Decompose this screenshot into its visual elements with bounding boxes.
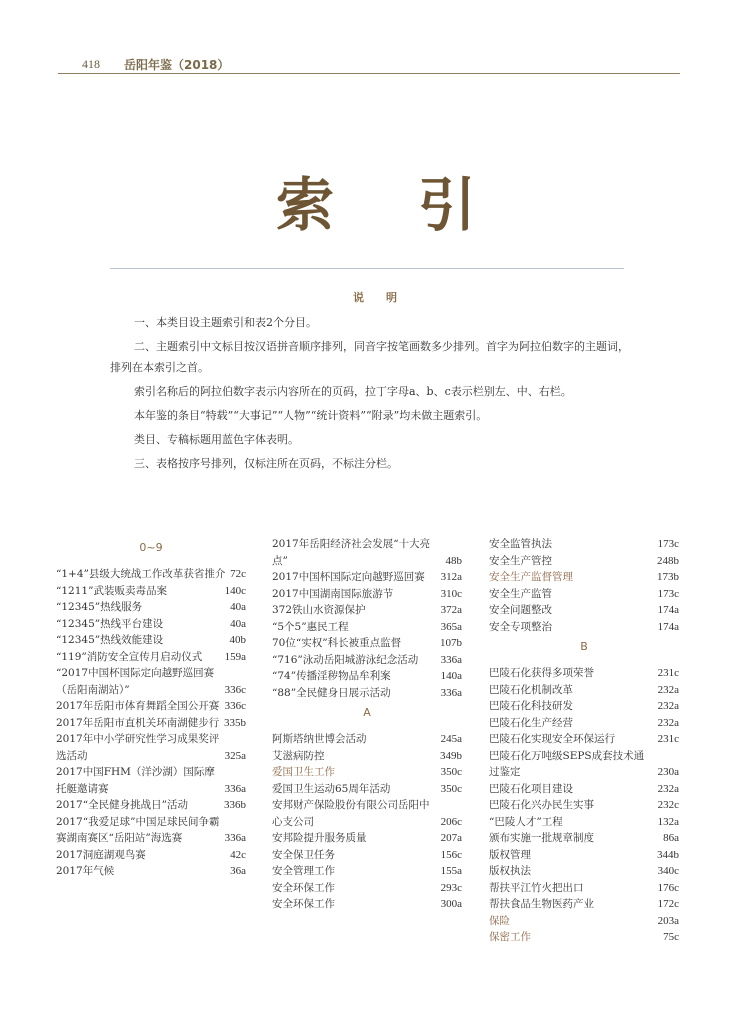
index-entry — [56, 649, 246, 666]
index-entry — [489, 553, 679, 570]
index-entry-term: “2017中国杯国际定向越野巡回赛（岳阳南湖站）” — [56, 667, 215, 696]
index-entry-page: 336a — [440, 653, 462, 666]
index-entry-term: 2017年岳阳市直机关环南湖健步行 — [56, 716, 220, 729]
index-entry-term: “12345”热线平台建设 — [56, 617, 164, 630]
index-entry — [272, 685, 462, 702]
index-entry-term: 安全生产管控 — [489, 554, 552, 567]
index-entry-page: 75c — [663, 931, 679, 943]
index-entry — [56, 583, 246, 600]
section-heading-b: B — [580, 640, 588, 653]
entry-list — [272, 536, 462, 701]
index-entry-page: 349b — [440, 749, 462, 762]
index-entry-page: 336a — [440, 686, 462, 699]
index-entry-page: 365a — [440, 620, 462, 633]
index-entry-term: 巴陵石化生产经营 — [489, 716, 573, 729]
index-entry-page: 72c — [230, 568, 246, 580]
index-entry-page: 230a — [657, 766, 679, 778]
index-entry-term: “5个5”惠民工程 — [272, 620, 349, 633]
index-entry-term: 2017中国湖南国际旅游节 — [272, 587, 394, 600]
intro-paragraph: 索引名称后的阿拉伯数字表示内容所在的页码，拉丁字母a、b、c表示栏别左、中、右栏。 — [134, 385, 572, 398]
section-heading-a: A — [363, 706, 371, 719]
index-entry — [56, 731, 246, 764]
index-entry — [489, 602, 679, 619]
index-entry-page: 312a — [440, 571, 462, 583]
index-entry-term: 阿斯塔纳世博会活动 — [272, 733, 367, 745]
index-entry-term: 保险 — [489, 914, 510, 927]
index-entry — [489, 913, 679, 930]
index-column-left — [56, 536, 246, 880]
index-entry-term: 爱国卫生运动65周年活动 — [272, 782, 391, 795]
index-entry-term: 安邦财产保险股份有限公司岳阳中心支公司 — [272, 799, 430, 828]
index-entry — [56, 847, 246, 864]
index-entry-page: 310c — [440, 587, 462, 600]
index-entry-page: 173c — [657, 587, 679, 600]
index-entry — [56, 616, 246, 633]
index-entry-term: 安全环保工作 — [272, 881, 335, 894]
index-entry-term: “12345”热线效能建设 — [56, 634, 164, 646]
index-entry-page: 231c — [657, 733, 679, 745]
book-title: 岳阳年鉴（2018） — [124, 58, 230, 72]
index-entry-page: 107b — [440, 637, 462, 649]
index-entry-page: 42c — [230, 848, 246, 861]
index-entry — [56, 715, 246, 732]
index-entry-term: 版权执法 — [489, 865, 531, 877]
index-entry-term: 安邦险提升服务质量 — [272, 832, 367, 844]
index-entry — [272, 652, 462, 669]
index-entry-page: 248b — [657, 554, 679, 567]
index-entry — [272, 536, 462, 569]
index-entry-page: 132a — [657, 815, 679, 828]
index-entry-page: 173b — [657, 571, 679, 583]
index-entry-page: 300a — [440, 898, 462, 910]
index-entry — [272, 781, 462, 798]
index-title-char-1: 索 — [276, 171, 335, 239]
index-entry-page: 350c — [440, 782, 462, 795]
index-entry-page: 336a — [224, 782, 246, 795]
index-entry-term: 安全专项整治 — [489, 620, 552, 633]
index-entry-term: 巴陵石化兴办民生实事 — [489, 799, 594, 811]
index-entry — [56, 599, 246, 616]
index-entry — [489, 731, 679, 748]
index-entry-page: 206c — [440, 815, 462, 828]
index-entry-page: 232a — [657, 700, 679, 712]
index-entry — [272, 847, 462, 864]
header-rule — [58, 73, 680, 74]
index-entry-term: 巴陵石化实现安全环保运行 — [489, 733, 615, 745]
index-entry-page: 156c — [440, 848, 462, 861]
index-entry-page: 40a — [230, 617, 246, 630]
index-entry-term: 安全管理工作 — [272, 865, 335, 877]
index-entry — [489, 929, 679, 946]
index-entry-term: 2017洞庭湖观鸟赛 — [56, 848, 146, 861]
index-entry-term: “88”全民健身日展示活动 — [272, 686, 391, 699]
intro-heading: 说明 — [353, 291, 419, 304]
index-entry-term: “巴陵人才”工程 — [489, 815, 563, 828]
index-entry — [489, 797, 679, 814]
index-entry-term: 巴陵石化项目建设 — [489, 782, 573, 795]
index-entry — [272, 863, 462, 880]
index-entry-term: “12345”热线服务 — [56, 601, 143, 613]
index-entry-page: 140a — [440, 670, 462, 682]
index-entry-term: 2017“我爱足球”中国足球民间争霸赛湖南赛区“岳阳站”海选赛 — [56, 815, 220, 844]
index-entry — [56, 665, 246, 698]
index-entry-page: 36a — [230, 865, 246, 877]
index-entry-term: “1211”武装贩卖毒品案 — [56, 584, 167, 597]
intro-paragraph: 类目、专稿标题用蓝色字体表明。 — [134, 433, 299, 446]
index-entry — [56, 863, 246, 880]
index-entry — [56, 814, 246, 847]
index-entry-page: 336b — [224, 799, 246, 811]
index-entry — [489, 665, 679, 682]
index-title — [276, 158, 476, 238]
index-entry — [489, 896, 679, 913]
entry-list — [489, 665, 679, 946]
index-entry-page: 176c — [657, 881, 679, 894]
index-entry-term: “119”消防安全宣传月启动仪式 — [56, 650, 203, 663]
index-entry — [272, 896, 462, 913]
index-entry-term: “74”传播淫秽物品牟利案 — [272, 670, 391, 682]
page-header — [58, 54, 680, 74]
index-entry — [489, 682, 679, 699]
index-entry-term: 安全环保工作 — [272, 898, 335, 910]
index-entry-term: 巴陵石化科技研发 — [489, 700, 573, 712]
index-entry — [489, 569, 679, 586]
title-rule — [110, 268, 624, 269]
index-entry-page: 325a — [224, 749, 246, 762]
index-entry-term: 巴陵石化获得多项荣誉 — [489, 667, 594, 679]
index-entry-term: 2017“全民健身挑战日”活动 — [56, 799, 188, 811]
index-entry-term: 2017中国FHM（洋沙湖）国际摩托艇邀请赛 — [56, 766, 215, 795]
index-entry-term: “1+4”县级大统战工作改革获省推介 — [56, 568, 226, 580]
index-entry-page: 350c — [440, 766, 462, 778]
index-entry-page: 335b — [224, 716, 246, 729]
index-entry-term: 艾滋病防控 — [272, 749, 325, 762]
index-entry-page: 140c — [224, 584, 246, 597]
index-entry-page: 86a — [663, 832, 679, 844]
index-entry-term: 安全问题整改 — [489, 604, 552, 616]
index-entry — [489, 698, 679, 715]
index-entry-page: 172c — [657, 898, 679, 910]
index-entry — [272, 880, 462, 897]
index-entry-term: 版权管理 — [489, 848, 531, 861]
index-entry-page: 203a — [657, 914, 679, 927]
index-entry-page: 293c — [440, 881, 462, 894]
index-entry — [489, 619, 679, 636]
index-entry-page: 207a — [440, 832, 462, 844]
index-entry-page: 40a — [230, 601, 246, 613]
index-column-right — [489, 536, 679, 946]
index-entry — [489, 814, 679, 831]
index-entry — [272, 748, 462, 765]
index-entry-page: 40b — [229, 634, 246, 646]
index-entry-term: 保密工作 — [489, 931, 531, 943]
index-entry-term: 安全保卫任务 — [272, 848, 335, 861]
index-entry — [489, 863, 679, 880]
index-entry-term: 372铁山水资源保护 — [272, 604, 366, 616]
index-entry-term: 2017中国杯国际定向越野巡回赛 — [272, 571, 425, 583]
index-entry — [272, 668, 462, 685]
index-entry-page: 173c — [657, 538, 679, 550]
index-entry — [272, 602, 462, 619]
index-entry-term: 70位“实权”科长被重点监督 — [272, 637, 402, 649]
entry-list — [56, 566, 246, 880]
index-entry-term: 2017年气候 — [56, 865, 115, 877]
intro-paragraph: 本年鉴的条目“特载”“大事记”“人物”“统计资料”“附录”均未做主题索引。 — [134, 409, 488, 422]
index-entry — [272, 586, 462, 603]
index-entry-page: 372a — [440, 604, 462, 616]
index-entry-term: 颁布实施一批规章制度 — [489, 832, 594, 844]
intro-paragraph: 二、主题索引中文标目按汉语拼音顺序排列，同音字按笔画数多少排列。首字为阿拉伯数字的主题词，排列在本索引之首。 — [110, 340, 629, 374]
index-entry-page: 340c — [657, 865, 679, 877]
index-entry-term: “716”泳动岳阳城游泳纪念活动 — [272, 653, 419, 666]
index-entry-page: 155a — [440, 865, 462, 877]
index-entry — [56, 566, 246, 583]
index-entry-term: 安全监管执法 — [489, 538, 552, 550]
index-entry-term: 巴陵石化机制改革 — [489, 683, 573, 696]
index-entry-page: 245a — [440, 733, 462, 745]
index-entry — [272, 569, 462, 586]
index-entry — [56, 764, 246, 797]
index-entry-term: 帮扶平江竹火把出口 — [489, 881, 584, 894]
index-entry — [272, 797, 462, 830]
index-entry-page: 232a — [657, 683, 679, 696]
page-number: 418 — [82, 57, 100, 71]
index-entry-page: 232c — [657, 799, 679, 811]
index-entry-page: 232a — [657, 716, 679, 729]
entry-list — [272, 731, 462, 913]
index-column-middle — [272, 536, 462, 913]
index-entry-page: 174a — [657, 604, 679, 616]
index-entry-term: 巴陵石化万吨级SEPS成套技术通过鉴定 — [489, 749, 645, 778]
intro-text — [110, 312, 630, 477]
intro-paragraph: 三、表格按序号排列，仅标注所在页码，不标注分栏。 — [134, 457, 398, 470]
index-entry-term: 2017年中小学研究性学习成果奖评选活动 — [56, 733, 220, 762]
index-entry — [489, 748, 679, 781]
index-entry-page: 232a — [657, 782, 679, 795]
index-entry — [272, 731, 462, 748]
index-entry — [489, 781, 679, 798]
index-entry-term: 2017年岳阳市体育舞蹈全国公开赛 — [56, 700, 220, 712]
index-entry — [489, 830, 679, 847]
index-entry-term: 爱国卫生工作 — [272, 766, 335, 778]
index-entry-page: 336a — [224, 832, 246, 844]
index-entry — [272, 764, 462, 781]
index-entry-page: 336c — [224, 700, 246, 712]
index-entry-term: 帮扶食品生物医药产业 — [489, 898, 594, 910]
index-entry-page: 231c — [657, 667, 679, 679]
index-entry — [489, 715, 679, 732]
index-entry — [272, 830, 462, 847]
index-entry — [489, 536, 679, 553]
index-entry — [489, 586, 679, 603]
index-entry — [56, 698, 246, 715]
index-entry — [56, 632, 246, 649]
intro-paragraph: 一、本类目设主题索引和表2个分目。 — [134, 316, 317, 329]
index-entry-term: 安全生产监管 — [489, 587, 552, 600]
index-entry — [489, 880, 679, 897]
index-entry — [272, 635, 462, 652]
index-entry-page: 344b — [657, 848, 679, 861]
index-entry-term: 安全生产监督管理 — [489, 571, 573, 583]
section-heading-0-9: 0~9 — [139, 541, 163, 554]
index-entry-term: 2017年岳阳经济社会发展“十大亮点” — [272, 538, 431, 567]
index-entry — [56, 797, 246, 814]
index-title-char-2: 引 — [417, 171, 476, 239]
index-entry-page: 159a — [224, 650, 246, 663]
index-entry — [489, 847, 679, 864]
entry-list — [489, 536, 679, 635]
index-entry-page: 48b — [445, 554, 462, 567]
index-entry-page: 174a — [657, 620, 679, 633]
index-entry — [272, 619, 462, 636]
index-entry-page: 336c — [224, 683, 246, 696]
